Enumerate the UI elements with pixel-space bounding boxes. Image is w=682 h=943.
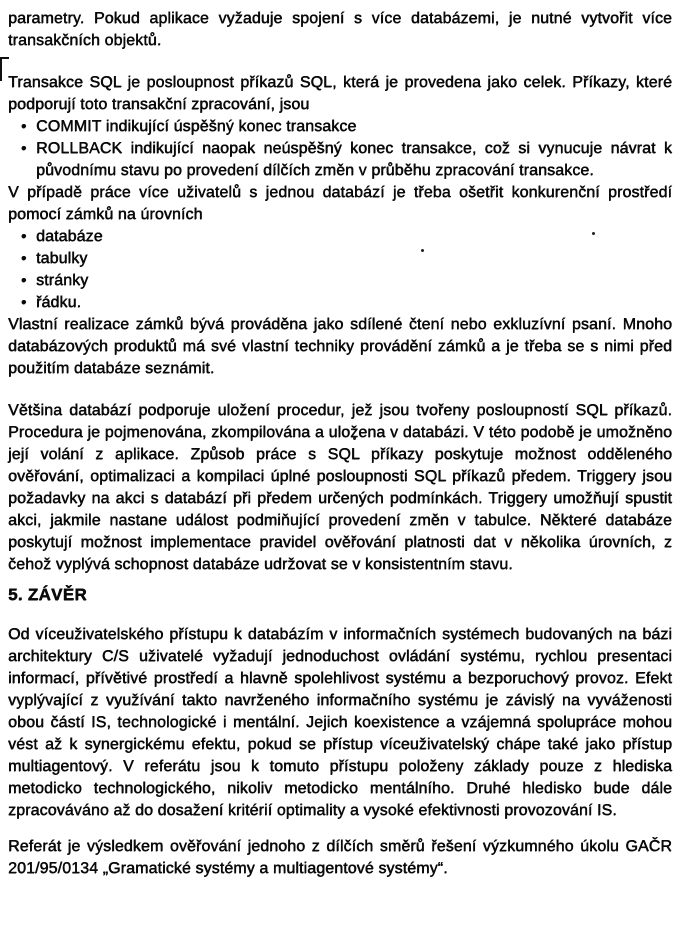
paragraph-sql-transaction: Transakce SQL je posloupnost příkazů SQL, která je provedena jako celek. Příkazy, které podporují toto transakční zpracování, jsou — [8, 74, 672, 113]
paragraph-intro-continuation: parametry. Pokud aplikace vyžaduje spojení s více databázemi, je nutné vytvořit více transakčních objektů. — [8, 10, 672, 49]
bullet-text-rollback: ROLLBACK indikující naopak neúspěšný konec transakce, což si vynucuje návrat k původnímu stavu po provedení dílčích změn v průběhu zpracování transakce. — [36, 140, 672, 179]
list-item — [8, 270, 672, 292]
list-item — [8, 248, 672, 270]
list-item — [8, 138, 672, 182]
paragraph-grant-acknowledgement: Referát je výsledkem ověřování jednoho z dílčích směrů řešení výzkumného úkolu GAČR 201/95/0134 „Gramatické systémy a multiagentové systémy“. — [8, 838, 672, 877]
document-page — [8, 8, 672, 943]
bullet-icon: • — [21, 294, 27, 311]
paragraph-locks-realization: Vlastní realizace zámků bývá prováděna jako sdílené čtení nebo exkluzívní psaní. Mnoho databázových produktů má své vlastní techniky provádění zámků a je třeba se s nimi před použitím databáze seznámit. — [8, 316, 672, 377]
section-heading-conclusion: 5. ZÁVĚR — [8, 585, 87, 604]
lock-levels-bullet-list — [8, 226, 672, 314]
bullet-text-rows: řádku. — [36, 294, 82, 311]
paragraph-stored-procedures: Většina databází podporuje uložení procedur, jež jsou tvořeny posloupností SQL příkazů. Procedura je pojmenována, zkompilována a uložena v databázi. V této podobě je umožněno její volání z aplikace. Způsob práce s SQL příkazy poskytuje možnost odděleného ověřování, optimalizaci a kompilaci úplné posloupnosti SQL příkazů předem. Triggery jsou požadavky na akci s databází při předem určených podmínkách. Triggery umožňují spustit akci, jakmile nastane událost podmiňující provedení změn v tabulce. Některé databáze poskytují možnost implementace pravidel ověřování platnosti dat v několika úrovních, z čehož vyplývá schopnost databáze udržovat se v konsistentním stavu. — [8, 402, 672, 573]
transaction-bullet-list — [8, 116, 672, 182]
list-item — [8, 116, 672, 138]
bullet-text-pages: stránky — [36, 272, 89, 289]
bullet-text-tables: tabulky — [36, 250, 88, 267]
bullet-icon: • — [21, 228, 27, 245]
paragraph-concurrent-locks: V případě práce více uživatelů s jednou databází je třeba ošetřit konkurenční prostředí pomocí zámků na úrovních — [8, 184, 672, 223]
list-item — [8, 226, 672, 248]
bullet-text-commit: COMMIT indikující úspěšný konec transakce — [36, 118, 357, 135]
bullet-text-database: databáze — [36, 228, 103, 245]
scan-artifact-line — [0, 57, 2, 81]
bullet-icon: • — [21, 272, 27, 289]
bullet-icon: • — [21, 250, 27, 267]
bullet-icon: • — [21, 118, 27, 135]
bullet-icon: • — [21, 140, 27, 157]
list-item — [8, 292, 672, 314]
paragraph-conclusion: Od víceuživatelského přístupu k databázím v informačních systémech budovaných na bázi architektury C/S uživatelé vyžadují jednoduchost ovládání systému, rychlou presentaci informací, přívětivé prostředí a hlavně spolehlivost systému a bezporuchový provoz. Efekt vyplývající z využívání takto navrženého informačního systému je závislý na vyváženosti obou částí IS, technologické i mentální. Jejich koexistence a vzájemná spolupráce mohou vést až k synergickému efektu, pokud se přístup víceuživatelský chápe také jako přístup multiagentový. V referátu jsou k tomuto přístupu položeny základy pouze z hlediska metodicko technologického, nikoliv metodicko mentálního. Druhé hledisko bude dále zpracováváno až do dosažení kritérií optimality a vysoké efektivnosti provozování IS. — [8, 626, 672, 819]
